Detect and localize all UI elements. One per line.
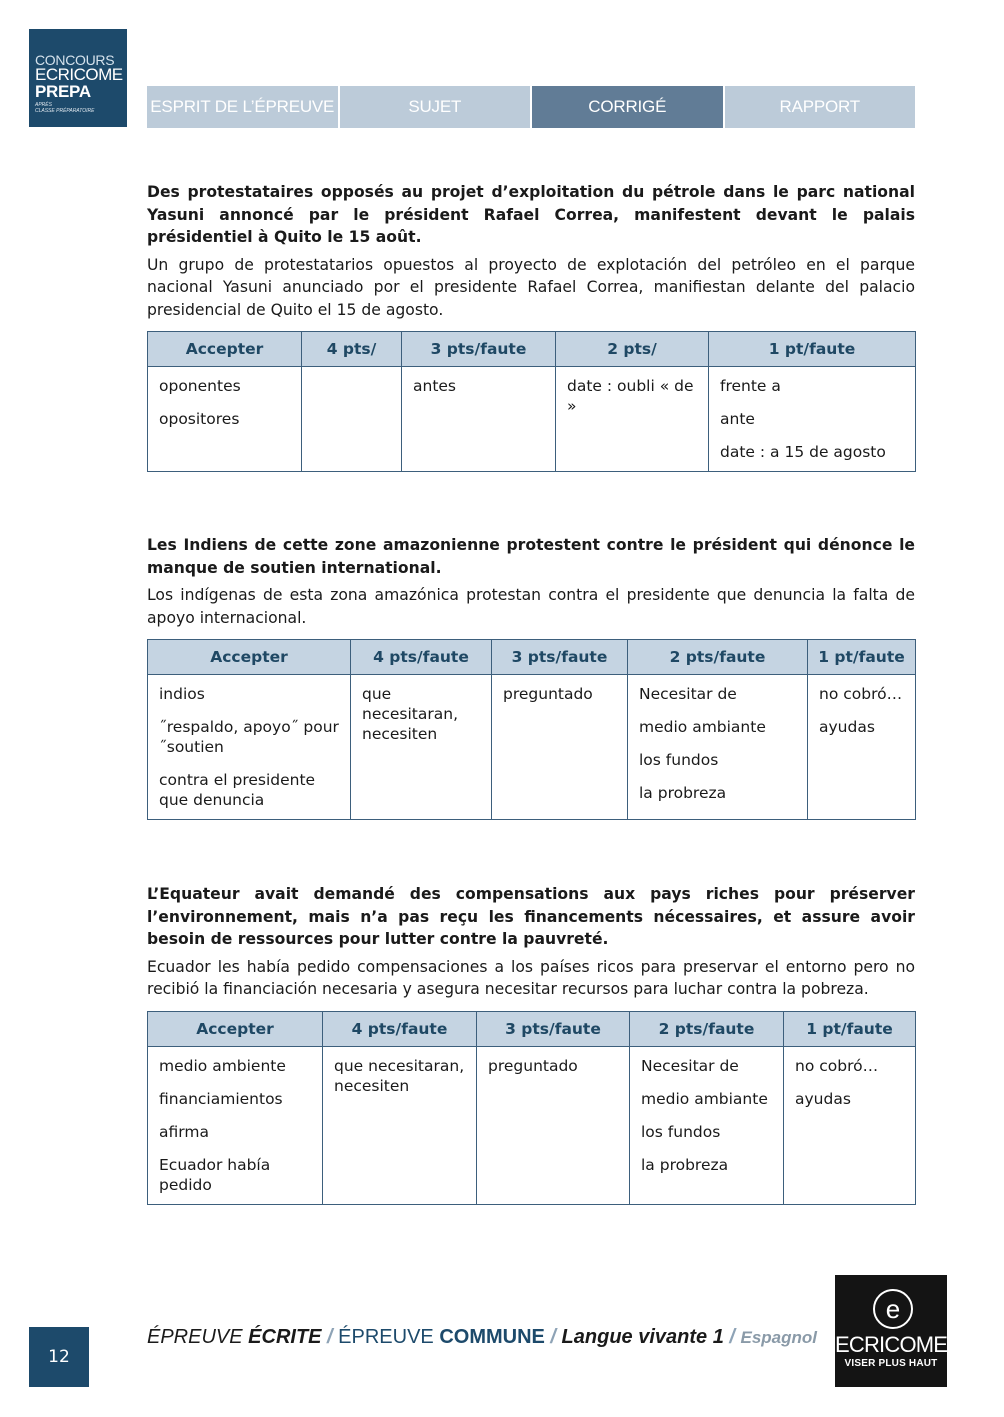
column-header: 4 pts/ [302,332,402,367]
cell-item: que necesitaran, necesiten [362,685,458,743]
column-header: 3 pts/faute [477,1011,630,1046]
table-cell [148,675,351,820]
cell-item: no cobró… [819,685,903,703]
table-cell [628,675,808,820]
grading-table [147,1011,916,1205]
cell-item: preguntado [488,1056,578,1075]
table-cell [556,367,709,472]
table-cell [808,675,916,820]
cell-item: date : oubli « de » [567,377,694,415]
column-header: Accepter [148,1011,323,1046]
cell-item: afirma [159,1122,209,1141]
brand-tagline: VISER PLUS HAUT [844,1358,938,1369]
spanish-translation: Los indígenas de esta zona amazónica protestan contra el presidente que denuncia la falta de apoyo internacional. [147,586,915,627]
cell-item: medio ambiante [641,1089,768,1108]
cell-item: Ecuador había pedido [159,1155,271,1194]
brand-name: ECRICOME [835,1332,948,1357]
cell-item: que necesitaran, necesiten [334,1056,465,1095]
cell-item: la probreza [641,1155,729,1174]
table-cell [709,367,916,472]
cell-item: medio ambiante [639,718,766,736]
table-cell [351,675,492,820]
table-cell [148,1046,323,1204]
table-row [148,1046,916,1204]
ecricome-emblem-icon: e [873,1289,913,1329]
cell-item: financiamientos [159,1089,283,1108]
table-cell [630,1046,784,1204]
table-row [148,367,916,472]
table-cell [477,1046,630,1204]
table-cell [492,675,628,820]
cell-item: Necesitar de [641,1056,739,1075]
table-row [148,675,916,820]
grading-table [147,639,916,820]
logo-apres: APRÈS [35,102,52,108]
tab-esprit[interactable]: ESPRIT DE L’ÉPREUVE [147,86,338,128]
spanish-translation: Ecuador les había pedido compensaciones a los países ricos para preservar el entorno pero no recibió la financiación necesaria y asegura necesitar recursos para luchar contra la pobreza. [147,957,915,998]
footer-separator: / [321,1326,339,1348]
cell-item: ante [720,410,755,428]
column-header: 4 pts/faute [323,1011,477,1046]
column-header: 4 pts/faute [351,640,492,675]
cell-item: los fundos [641,1122,721,1141]
cell-item: los fundos [639,751,719,769]
tab-rapport[interactable]: RAPPORT [725,86,916,128]
tab-sujet[interactable]: SUJET [340,86,531,128]
table-cell [323,1046,477,1204]
cell-item: preguntado [503,685,593,703]
logo-line-concours: CONCOURS [35,52,115,68]
cell-item: ayudas [795,1089,851,1108]
table-header-row [148,332,916,367]
footer-epreuve-2: ÉPREUVE [338,1326,440,1348]
cell-item: date : a 15 de agosto [720,443,886,461]
cell-item: la probreza [639,784,727,802]
table-cell [302,367,402,472]
table-cell [784,1046,916,1204]
column-header: 1 pt/faute [808,640,916,675]
cell-item: frente a [720,377,781,395]
footer-ecrite: ÉCRITE [248,1326,322,1348]
logo-classe: CLASSE PRÉPARATOIRE [35,108,95,114]
section-3 [147,883,915,1205]
cell-item: no cobró… [795,1056,879,1075]
cell-item: antes [413,377,457,395]
column-header: 3 pts/faute [402,332,556,367]
footer-espagnol: Espagnol [740,1328,818,1347]
section-1 [147,181,915,472]
table-header-row [148,640,916,675]
footer-separator: / [544,1326,562,1348]
page-number: 12 [29,1327,89,1387]
footer-commune: COMMUNE [439,1326,545,1348]
ecricome-logo [835,1275,947,1387]
column-header: 1 pt/faute [784,1011,916,1046]
concours-logo [29,29,127,127]
column-header: 1 pt/faute [709,332,916,367]
logo-line-ecricome: ECRICOME [35,65,123,84]
section-tabs [147,86,915,128]
cell-item: indios [159,685,205,703]
table-header-row [148,1011,916,1046]
french-sentence: Les Indiens de cette zone amazonienne protestent contre le président qui dénonce le manque de soutien international. [147,536,915,577]
footer-title [147,1326,817,1349]
tab-corrige[interactable]: CORRIGÉ [532,86,723,128]
table-cell [402,367,556,472]
cell-item: Necesitar de [639,685,737,703]
cell-item: opositores [159,410,240,428]
footer-langue: Langue vivante 1 [561,1326,724,1348]
column-header: Accepter [148,332,302,367]
cell-item: ayudas [819,718,875,736]
column-header: 3 pts/faute [492,640,628,675]
french-sentence: Des protestataires opposés au projet d’exploitation du pétrole dans le parc national Yasuni annoncé par le président Rafael Correa, manifestent devant le palais présidentiel à Quito le 15 août. [147,183,915,246]
footer-separator: / [723,1326,741,1348]
column-header: 2 pts/faute [628,640,808,675]
cell-item: medio ambiente [159,1056,286,1075]
logo-line-apres [35,102,94,114]
logo-line-prepa: PREPA [35,82,91,101]
column-header: 2 pts/ [556,332,709,367]
cell-item: contra el presidente que denuncia [159,771,316,809]
table-cell [148,367,302,472]
grading-table [147,331,916,472]
french-sentence: L’Equateur avait demandé des compensations aux pays riches pour préserver l’environnement, mais n’a pas reçu les financements nécessaires, et assure avoir besoin de ressources pour lutter contre la pauvreté. [147,885,915,948]
spanish-translation: Un grupo de protestatarios opuestos al proyecto de explotación del petróleo en el parque nacional Yasuni anunciado por el presidente Rafael Correa, manifiestan delante del palacio presidencial de Quito el 15 de agosto. [147,255,915,319]
cell-item: ˝respaldo, apoyo˝ pour ˝soutien [159,718,339,756]
cell-item: oponentes [159,377,241,395]
column-header: 2 pts/faute [630,1011,784,1046]
section-2 [147,534,915,820]
footer-epreuve: ÉPREUVE [147,1326,249,1348]
column-header: Accepter [148,640,351,675]
